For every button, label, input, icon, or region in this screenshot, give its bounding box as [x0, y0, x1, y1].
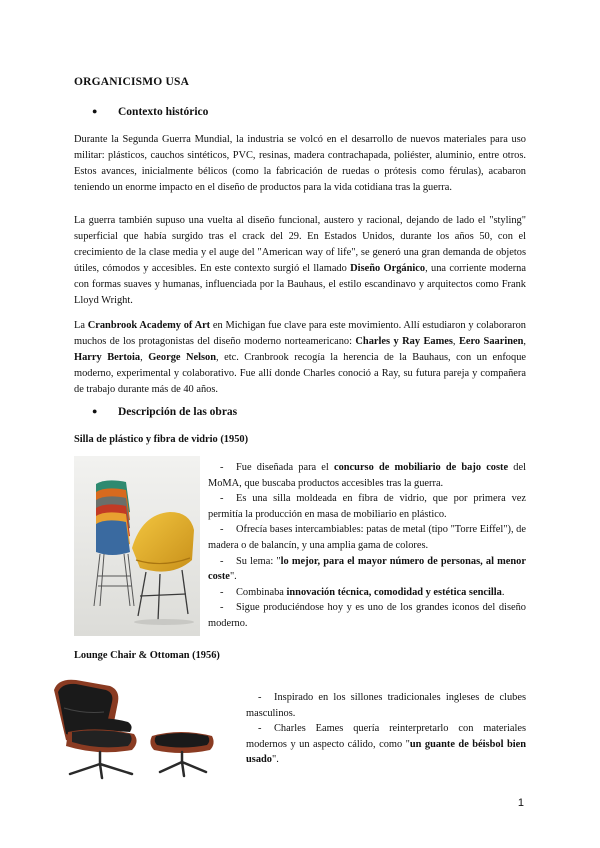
list-text: del MoMA, que buscaba productos accesibles tras la guerra.	[208, 462, 526, 489]
list-item	[208, 460, 526, 491]
page-number: 1	[517, 797, 524, 809]
list-text: Sigue produciéndose hoy y es uno de los grandes iconos del diseño moderno.	[208, 602, 526, 629]
emphasis: lo mejor, para el mayor número de personas, al menor coste	[208, 555, 526, 583]
list-text: Inspirado en los sillones tradicionales ingleses de clubes masculinos.	[246, 692, 526, 719]
list-text: Es una silla moldeada en fibra de vidrio, que por primera vez permitía la producción en masa de mobiliario en plástico.	[208, 493, 526, 520]
dash-marker: -	[220, 602, 224, 614]
work-1-feature-list	[208, 460, 526, 632]
list-item	[208, 491, 526, 522]
paragraph-text: ,	[452, 335, 459, 347]
paragraph-text: ,	[523, 335, 526, 347]
dash-marker: -	[220, 586, 224, 598]
paragraph-3	[74, 318, 526, 398]
list-text: ".	[229, 571, 237, 583]
emphasis-organic-design: Diseño Orgánico	[350, 262, 426, 274]
work-2-feature-list	[246, 690, 526, 768]
emphasis-eames: Charles y Ray Eames	[355, 335, 453, 347]
paragraph-2	[74, 213, 526, 308]
section-heading-text: Descripción de las obras	[118, 406, 238, 418]
list-text: Charles Eames quería reinterpretarlo con materiales modernos y un aspecto cálido, como "	[246, 723, 526, 750]
paragraph-text: ,	[140, 351, 149, 363]
section-heading-text: Contexto histórico	[118, 106, 209, 118]
paragraph-text: en Michigan fue clave para este movimiento. Allí estudiaron y colaboraron muchos de los protagonistas del diseño moderno norteamericano:	[74, 320, 526, 347]
dash-marker: -	[258, 692, 262, 703]
paragraph-1: Durante la Segunda Guerra Mundial, la industria se volcó en el desarrollo de nuevos materiales para uso militar: plásticos, cauchos sintéticos, PVC, resinas, madera contrachapada, poliéster, aluminio, entre otros. Estos avances, inicialmente bélicos (como la fabricación de ruedas o prótesis como férulas), acabaron teniendo un enorme impacto en el diseño de productos para la vida cotidiana tras la guerra.	[74, 134, 526, 193]
list-item	[246, 721, 526, 768]
paragraph-text: La	[74, 320, 88, 331]
dash-marker: -	[258, 723, 262, 735]
work-title-lounge-chair: Lounge Chair & Ottoman (1956)	[74, 650, 220, 661]
stacked-fiberglass-chairs-photo	[74, 456, 200, 636]
paragraph-text: , una corriente moderna con formas suaves y humanas, influenciada por la Bauhaus, el estilo escandinavo y arquitectos como Frank Lloyd Wright.	[74, 262, 526, 306]
section-heading-context	[90, 106, 208, 118]
bullet-icon: ●	[92, 106, 98, 116]
list-text: .	[501, 586, 505, 598]
list-item	[208, 522, 526, 553]
paragraph-text: , etc. Cranbrook recogía la herencia de la Bauhaus, con un enfoque moderno, experimental y colaborativo. Fue allí donde Charles conoció a Ray, su futura pareja y compañera de trabajo durante más de 40 años.	[74, 351, 526, 395]
paragraph-text: La guerra también supuso una vuelta al diseño funcional, austero y racional, dejando de lado el "styling" superficial que había surgido tras el crack del 29. En Estados Unidos, durante los años 50, con el crecimiento de la clase media y el auge del "American way of life", se generó una gran demanda de objetos útiles, cómodos y accesibles. En este contexto surgió el llamado	[74, 215, 526, 274]
section-heading-works	[90, 406, 237, 418]
list-text: Ofrecía bases intercambiables: patas de metal (tipo "Torre Eiffel"), de madera o de balancín, y una amplia gama de colores.	[208, 524, 526, 551]
list-item	[246, 690, 526, 721]
list-text: Fue diseñada para el	[236, 462, 334, 473]
bullet-icon: ●	[92, 406, 98, 416]
list-item	[208, 554, 526, 585]
list-item	[208, 585, 526, 601]
dash-marker: -	[220, 493, 224, 505]
lounge-chair-ottoman-photo	[40, 672, 224, 782]
emphasis-saarinen: Eero Saarinen	[458, 335, 524, 347]
work-title-fiberglass-chair: Silla de plástico y fibra de vidrio (1950)	[74, 434, 249, 445]
dash-marker: -	[220, 555, 224, 567]
list-text: Su lema: "	[236, 555, 281, 567]
list-text: ".	[272, 754, 279, 766]
emphasis: concurso de mobiliario de bajo coste	[333, 462, 509, 473]
dash-marker: -	[220, 462, 224, 473]
emphasis: un guante de béisbol bien usado	[246, 738, 526, 766]
emphasis-cranbrook: Cranbrook Academy of Art	[87, 320, 211, 331]
emphasis-bertoia: Harry Bertoia	[74, 351, 141, 363]
list-item	[208, 600, 526, 631]
emphasis-nelson: George Nelson	[148, 351, 217, 363]
dash-marker: -	[220, 524, 224, 536]
document-title: ORGANICISMO USA	[74, 76, 190, 88]
emphasis: innovación técnica, comodidad y estética sencilla	[286, 586, 502, 598]
list-text: Combinaba	[236, 586, 287, 598]
